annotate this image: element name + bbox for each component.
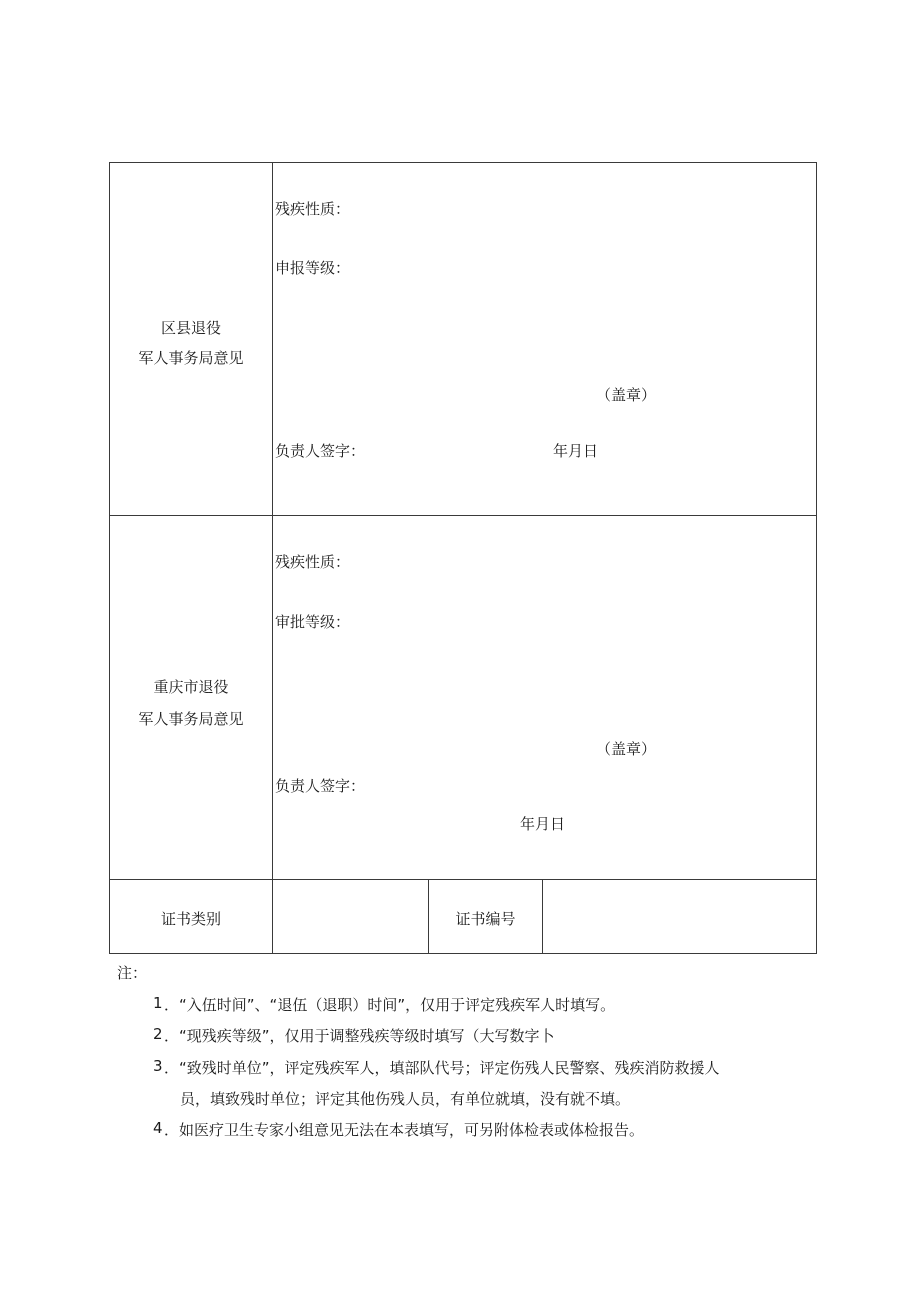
city-office-label-line2: 军人事务局意见 — [138, 710, 244, 728]
disability-nature-label: 残疾性质： — [275, 200, 351, 218]
district-office-label — [110, 313, 272, 373]
table-border-left — [109, 162, 110, 954]
note-item-text-continued: 员，填致残时单位；评定其他伤残人员，有单位就填，没有就不填。 — [180, 1090, 631, 1108]
note-item-number: 4 — [153, 1119, 163, 1137]
cert-row-divider-2 — [542, 879, 543, 954]
signature-label: 负责人签字： — [275, 442, 366, 460]
signature-label: 负责人签字： — [275, 777, 366, 795]
cert-number-field[interactable] — [544, 881, 815, 952]
note-item-number: 2 — [153, 1025, 163, 1043]
district-office-label-line1: 区县退役 — [160, 319, 221, 337]
note-item-text: ．“入伍时间”、“退伍（退职）时间”，仅用于评定残疾军人时填写。 — [164, 996, 616, 1014]
disability-nature-label: 残疾性质： — [275, 553, 351, 571]
cert-category-field[interactable] — [274, 881, 427, 952]
date-label: 年月日 — [520, 815, 566, 833]
cert-number-label: 证书编号 — [455, 910, 516, 928]
seal-text: （盖章） — [596, 386, 657, 404]
table-column-divider — [272, 162, 273, 954]
table-border-top — [109, 162, 817, 163]
declared-level-label: 申报等级： — [275, 259, 351, 277]
district-office-label-line2: 军人事务局意见 — [138, 349, 244, 367]
table-divider-2 — [109, 879, 817, 880]
table-border-bottom — [109, 953, 817, 954]
city-office-label-line1: 重庆市退役 — [153, 678, 229, 696]
date-label: 年月日 — [553, 442, 599, 460]
seal-text: （盖章） — [596, 740, 657, 758]
table-divider-1 — [109, 515, 817, 516]
approved-level-label: 审批等级： — [275, 613, 351, 631]
table-border-right — [816, 162, 817, 954]
note-item-number: 3 — [153, 1057, 163, 1075]
note-item-number: 1 — [153, 994, 163, 1012]
cert-category-label: 证书类别 — [160, 910, 221, 928]
notes-title: 注： — [117, 964, 148, 982]
city-office-label — [110, 671, 272, 735]
note-item-text: ．“致残时单位”，评定残疾军人，填部队代号；评定伤残人民警察、残疾消防救援人 — [164, 1059, 720, 1077]
note-item-text: ．如医疗卫生专家小组意见无法在本表填写，可另附体检表或体检报告。 — [164, 1121, 645, 1139]
note-item-text: ．“现残疾等级”，仅用于调整残疾等级时填写（大写数字卜 — [164, 1027, 555, 1045]
